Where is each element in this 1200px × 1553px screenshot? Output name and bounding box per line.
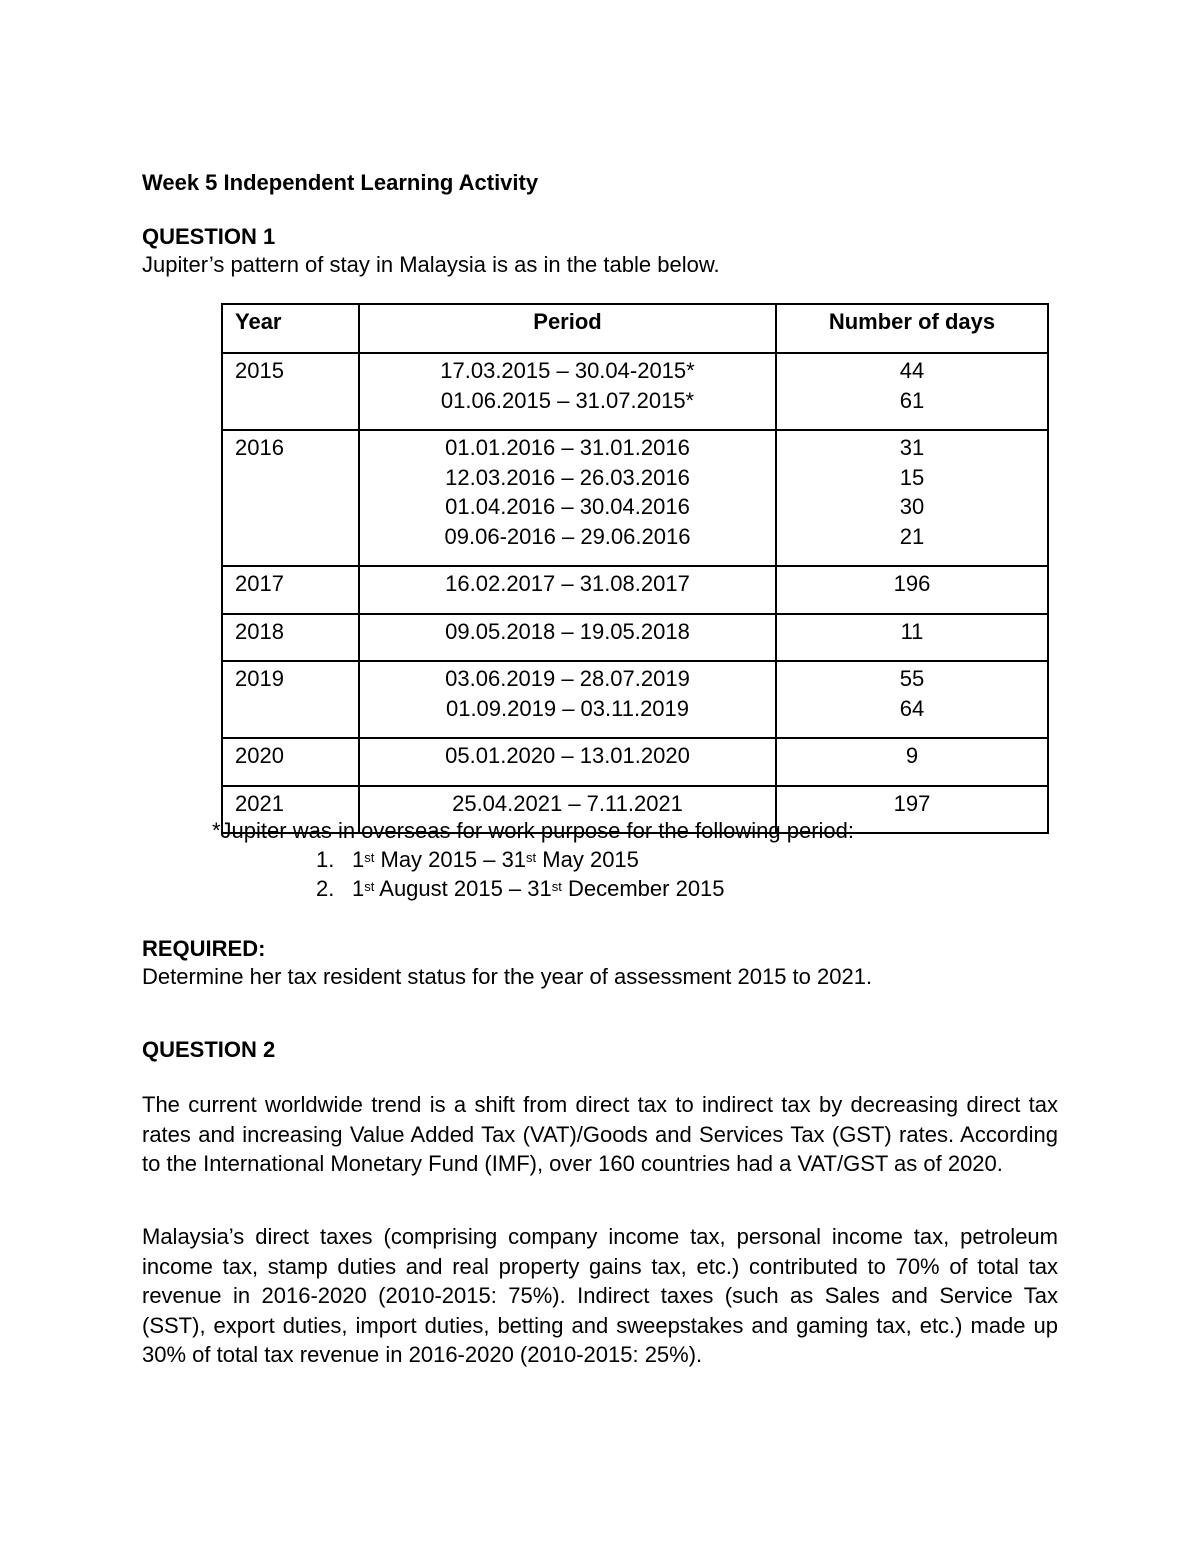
list-number: 1. [316,847,335,872]
period-entry: 16.02.2017 – 31.08.2017 [445,571,690,596]
year-cell: 2017 [222,566,359,614]
table-row [222,661,1048,738]
question-1-intro: Jupiter’s pattern of stay in Malaysia is as in the table below. [142,252,720,277]
required-text: Determine her tax resident status for the year of assessment 2015 to 2021. [142,964,873,989]
period-entry: 09.06-2016 – 29.06.2016 [444,523,691,549]
period-entry: 17.03.2015 – 30.04-2015* [440,358,695,383]
period-entry: 05.01.2020 – 13.01.2020 [445,743,690,768]
period-cell [359,566,776,614]
days-cell [776,738,1048,786]
header-number-of-days: Number of days [776,304,1048,353]
year-cell: 2020 [222,738,359,786]
list-item [316,874,725,903]
table-row [222,353,1048,430]
year-cell: 2015 [222,353,359,430]
question-2-paragraph-1: The current worldwide trend is a shift from direct tax to indirect tax by decreasing direct tax rates and increasing Value Added Tax (VAT)/Goods and Services Tax (GST) rates. According to the International Monetary Fund (IMF), over 160 countries had a VAT/GST as of 2020. [142,1092,1058,1176]
days-cell [776,614,1048,662]
period-entry: 01.01.2016 – 31.01.2016 [445,435,690,460]
document-title: Week 5 Independent Learning Activity [142,170,539,195]
period-cell [359,430,776,566]
date-range-end: December 2015 [561,876,725,901]
list-number: 2. [316,876,335,901]
period-entry: 01.06.2015 – 31.07.2015* [440,387,695,413]
days-entry: 30 [899,494,925,519]
table-row [222,566,1048,614]
period-cell [359,353,776,430]
header-year: Year [222,304,359,353]
days-cell [776,661,1048,738]
period-cell [359,614,776,662]
stay-pattern-table [221,303,1049,834]
days-entry: 196 [893,571,931,596]
period-entry: 09.05.2018 – 19.05.2018 [445,618,690,644]
question-2-heading: QUESTION 2 [142,1037,276,1062]
year-cell: 2021 [222,786,359,834]
year-cell: 2018 [222,614,359,662]
start-day: 1 [352,876,365,901]
header-period: Period [359,304,776,353]
table-row [222,430,1048,566]
days-entry: 9 [905,743,919,768]
days-entry: 55 [899,666,925,691]
table-body [222,353,1048,833]
days-entry: 64 [899,695,925,721]
period-cell [359,661,776,738]
days-cell [776,353,1048,430]
period-entry: 01.04.2016 – 30.04.2016 [445,494,690,519]
date-range-end: May 2015 [536,847,639,872]
end-day-suffix: st [551,879,562,894]
date-range-middle: May 2015 – 31 [374,847,527,872]
start-day-suffix: st [364,850,375,865]
days-cell [776,566,1048,614]
days-entry: 61 [899,387,925,413]
period-entry: 01.09.2019 – 03.11.2019 [445,695,690,721]
year-cell: 2016 [222,430,359,566]
days-cell [776,430,1048,566]
year-cell: 2019 [222,661,359,738]
period-entry: 03.06.2019 – 28.07.2019 [445,666,690,691]
table-row [222,614,1048,662]
days-entry: 15 [899,464,925,490]
days-entry: 197 [893,790,931,816]
list-item [316,845,725,874]
start-day-suffix: st [364,879,375,894]
table-row [222,738,1048,786]
overseas-footnote: *Jupiter was in overseas for work purpose for the following period: [212,818,854,843]
required-heading: REQUIRED: [142,936,266,961]
days-entry: 21 [899,523,925,549]
days-entry: 31 [899,435,925,460]
start-day: 1 [352,847,365,872]
period-entry: 12.03.2016 – 26.03.2016 [445,464,690,490]
end-day-suffix: st [526,850,537,865]
days-entry: 44 [899,358,925,383]
days-entry: 11 [900,618,924,644]
question-1-heading: QUESTION 1 [142,224,276,249]
overseas-period-list [316,845,725,903]
period-cell [359,738,776,786]
period-entry: 25.04.2021 – 7.11.2021 [452,790,683,816]
date-range-middle: August 2015 – 31 [374,876,552,901]
table-header-row [222,304,1048,353]
question-2-paragraph-2: Malaysia’s direct taxes (comprising company income tax, personal income tax, petroleum income tax, stamp duties and real property gains tax, etc.) contributed to 70% of total tax revenue in 2016-2020 (2010-2015: 75%). Indirect taxes (such as Sales and Service Tax (SST), export duties, import duties, betting and sweepstakes and gaming tax, etc.) made up 30% of total tax revenue in 2016-2020 (2010-2015: 25%). [142,1224,1058,1367]
